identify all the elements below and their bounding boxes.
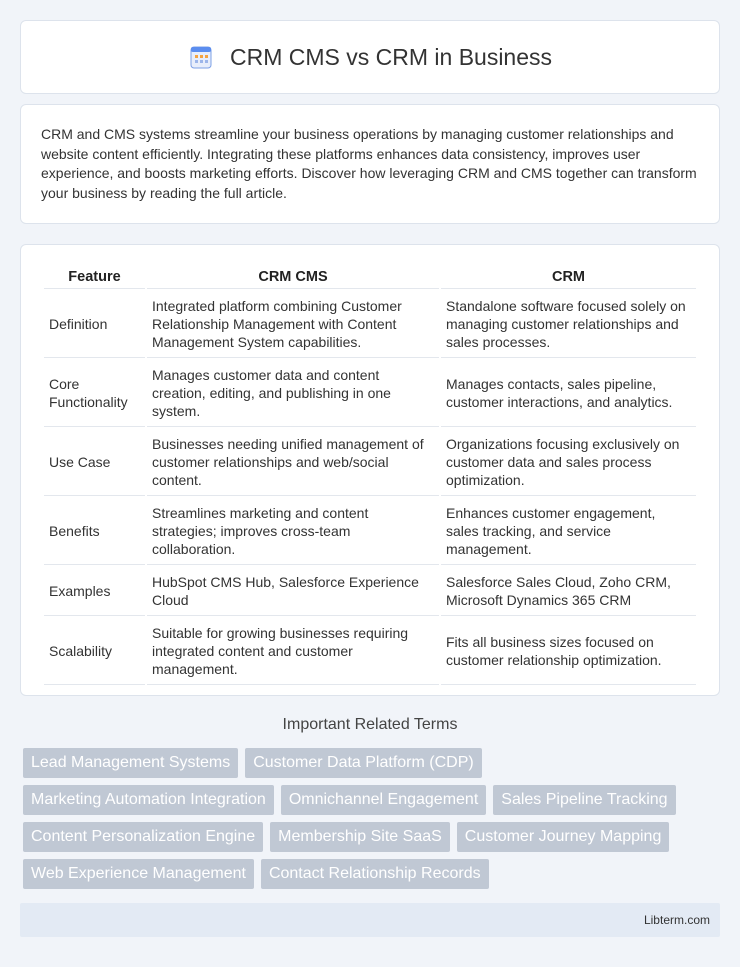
table-row (44, 567, 696, 616)
document-icon (188, 44, 214, 70)
related-term-tag[interactable]: Customer Journey Mapping (457, 822, 670, 852)
row-feature: Use Case (44, 429, 145, 496)
row-crm-cms: HubSpot CMS Hub, Salesforce Experience Cloud (147, 567, 439, 616)
row-feature: Definition (44, 291, 145, 358)
intro-card (20, 104, 720, 224)
row-crm-cms: Manages customer data and content creation, editing, and publishing in one system. (147, 360, 439, 427)
row-crm-cms: Businesses needing unified management of customer relationships and web/social content. (147, 429, 439, 496)
row-crm: Fits all business sizes focused on customer relationship optimization. (441, 618, 696, 685)
related-term-tag[interactable]: Membership Site SaaS (270, 822, 450, 852)
intro-text: CRM and CMS systems streamline your business operations by managing customer relationships and website content efficiently. Integrating these platforms enhances data consistency, improves user experience, and boosts marketing efforts. Discover how leveraging CRM and CMS together can transform your business by reading the full article. (41, 126, 697, 201)
table-row (44, 291, 696, 358)
page-title: CRM CMS vs CRM in Business (229, 43, 553, 70)
related-term-tag[interactable]: Contact Relationship Records (261, 859, 489, 889)
related-term-tag[interactable]: Omnichannel Engagement (281, 785, 486, 815)
related-terms-title: Important Related Terms (282, 716, 458, 733)
row-crm: Organizations focusing exclusively on customer data and sales process optimization. (441, 429, 696, 496)
related-term-tag[interactable]: Marketing Automation Integration (23, 785, 274, 815)
row-crm: Manages contacts, sales pipeline, customer interactions, and analytics. (441, 360, 696, 427)
table-row (44, 360, 696, 427)
footer-site-link[interactable]: Libterm.com (643, 913, 710, 927)
row-feature: Examples (44, 567, 145, 616)
table-row (44, 429, 696, 496)
related-term-tag[interactable]: Content Personalization Engine (23, 822, 263, 852)
related-term-tag[interactable]: Customer Data Platform (CDP) (245, 748, 482, 778)
table-row (44, 498, 696, 565)
header-crm: CRM (441, 267, 696, 289)
comparison-table-card (20, 244, 720, 696)
comparison-table (42, 265, 698, 687)
footer (20, 903, 720, 937)
title-wrap (188, 44, 552, 71)
related-term-tag[interactable]: Sales Pipeline Tracking (493, 785, 675, 815)
row-crm-cms: Streamlines marketing and content strategies; improves cross-team collaboration. (147, 498, 439, 565)
related-terms-list (23, 748, 713, 889)
related-term-tag[interactable]: Web Experience Management (23, 859, 254, 889)
header-feature: Feature (44, 267, 145, 289)
header-crm-cms: CRM CMS (147, 267, 439, 289)
row-feature: Core Functionality (44, 360, 145, 427)
row-crm: Standalone software focused solely on managing customer relationships and sales processes. (441, 291, 696, 358)
row-crm: Enhances customer engagement, sales tracking, and service management. (441, 498, 696, 565)
header-card (20, 20, 720, 94)
table-row (44, 618, 696, 685)
row-feature: Scalability (44, 618, 145, 685)
row-crm: Salesforce Sales Cloud, Zoho CRM, Microsoft Dynamics 365 CRM (441, 567, 696, 616)
table-header-row (44, 267, 696, 289)
related-term-tag[interactable]: Lead Management Systems (23, 748, 238, 778)
row-crm-cms: Suitable for growing businesses requiring integrated content and customer management. (147, 618, 439, 685)
row-feature: Benefits (44, 498, 145, 565)
row-crm-cms: Integrated platform combining Customer Relationship Management with Content Management System capabilities. (147, 291, 439, 358)
